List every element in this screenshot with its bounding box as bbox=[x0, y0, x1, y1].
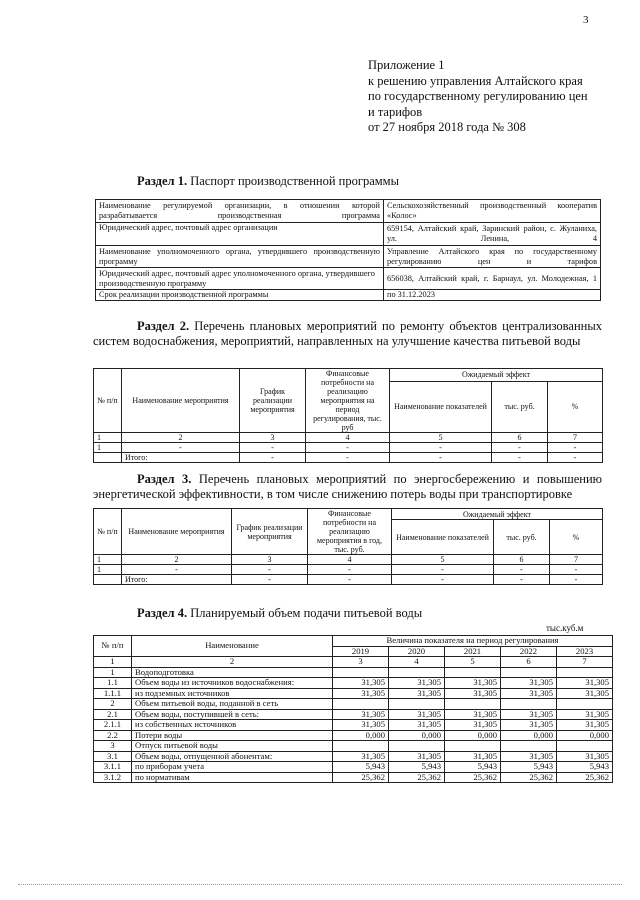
total-label: Итого: bbox=[122, 575, 232, 585]
total-cell: - bbox=[392, 575, 494, 585]
index-cell: 1 bbox=[94, 433, 122, 443]
header-effect: Ожидаемый эффект bbox=[392, 509, 603, 520]
total-cell: - bbox=[492, 453, 548, 463]
row-num: 2.2 bbox=[94, 730, 132, 741]
value-cell bbox=[557, 741, 613, 752]
table-row bbox=[94, 751, 613, 762]
passport-label: Срок реализации производственной программы bbox=[96, 290, 384, 301]
row-num: 1.1 bbox=[94, 678, 132, 689]
row-cell: - bbox=[232, 565, 308, 575]
index-row bbox=[94, 555, 603, 565]
index-cell: 2 bbox=[122, 555, 232, 565]
passport-table bbox=[95, 199, 601, 301]
value-cell: 31,305 bbox=[333, 688, 389, 699]
value-cell: 31,305 bbox=[445, 678, 501, 689]
passport-value: Сельскохозяйственный производственный кооператив «Колос» bbox=[384, 200, 601, 223]
header-num: № п/п bbox=[94, 369, 122, 433]
index-cell: 5 bbox=[445, 657, 501, 668]
value-cell: 31,305 bbox=[501, 751, 557, 762]
index-cell: 2 bbox=[122, 433, 240, 443]
value-cell: 31,305 bbox=[333, 751, 389, 762]
section4-number: Раздел 4. bbox=[137, 606, 188, 620]
row-name: Объем питьевой воды, поданной в сеть bbox=[132, 699, 333, 710]
row-cell: - bbox=[550, 565, 603, 575]
header-effect: Ожидаемый эффект bbox=[390, 369, 603, 382]
total-cell: - bbox=[548, 453, 603, 463]
index-cell: 7 bbox=[557, 657, 613, 668]
header-name: Наименование bbox=[132, 636, 333, 657]
value-cell: 31,305 bbox=[389, 688, 445, 699]
row-name: по нормативам bbox=[132, 772, 333, 783]
header-indicator: Наименование показателей bbox=[392, 520, 494, 555]
row-name: Водоподготовка bbox=[132, 667, 333, 678]
row-cell: - bbox=[548, 443, 603, 453]
index-cell: 6 bbox=[501, 657, 557, 668]
index-cell: 3 bbox=[232, 555, 308, 565]
table-row bbox=[94, 688, 613, 699]
passport-label: Юридический адрес, почтовый адрес организации bbox=[96, 223, 384, 246]
index-cell: 4 bbox=[308, 555, 392, 565]
energy-measures-table bbox=[93, 508, 603, 585]
table-row bbox=[94, 709, 613, 720]
total-cell: - bbox=[308, 575, 392, 585]
value-cell: 0,000 bbox=[557, 730, 613, 741]
section4-heading bbox=[137, 606, 422, 621]
value-cell: 31,305 bbox=[389, 678, 445, 689]
year-header: 2023 bbox=[557, 646, 613, 657]
passport-label: Юридический адрес, почтовый адрес уполномоченного органа, утвердившего производственную программу bbox=[96, 268, 384, 290]
total-cell: - bbox=[232, 575, 308, 585]
passport-value: 659154, Алтайский край, Заринский район, с. Жуланиха, ул. Ленина, 4 bbox=[384, 223, 601, 246]
row-cell: - bbox=[390, 443, 492, 453]
table-row bbox=[94, 762, 613, 773]
value-cell: 31,305 bbox=[557, 709, 613, 720]
value-cell: 31,305 bbox=[501, 688, 557, 699]
appendix-line: по государственному регулированию цен bbox=[368, 89, 588, 103]
table-row bbox=[94, 720, 613, 731]
row-name: из подземных источников bbox=[132, 688, 333, 699]
row-num: 3 bbox=[94, 741, 132, 752]
passport-label: Наименование уполномоченного органа, утвердившего производственную программу bbox=[96, 246, 384, 268]
table-row bbox=[94, 699, 613, 710]
index-cell: 5 bbox=[390, 433, 492, 443]
section1-heading bbox=[137, 174, 399, 189]
value-cell: 31,305 bbox=[501, 678, 557, 689]
row-name: из собственных источников bbox=[132, 720, 333, 731]
row-num: 2.1.1 bbox=[94, 720, 132, 731]
row-name: Объем воды, поступившей в сеть: bbox=[132, 709, 333, 720]
appendix-header bbox=[368, 58, 628, 136]
value-cell: 31,305 bbox=[557, 720, 613, 731]
table-row bbox=[94, 667, 613, 678]
value-cell bbox=[389, 699, 445, 710]
value-cell bbox=[501, 699, 557, 710]
appendix-line: Приложение 1 bbox=[368, 58, 445, 72]
value-cell bbox=[389, 667, 445, 678]
value-cell bbox=[445, 699, 501, 710]
value-cell: 5,943 bbox=[557, 762, 613, 773]
header-schedule: График реализации мероприятия bbox=[240, 369, 306, 433]
row-cell: - bbox=[392, 565, 494, 575]
row-name: Потери воды bbox=[132, 730, 333, 741]
value-cell: 31,305 bbox=[389, 720, 445, 731]
year-header: 2019 bbox=[333, 646, 389, 657]
row-cell: - bbox=[306, 443, 390, 453]
year-header: 2020 bbox=[389, 646, 445, 657]
value-cell: 31,305 bbox=[333, 709, 389, 720]
section1-number: Раздел 1. bbox=[137, 174, 188, 188]
value-cell: 31,305 bbox=[445, 751, 501, 762]
value-cell: 5,943 bbox=[389, 762, 445, 773]
table-row bbox=[94, 565, 603, 575]
passport-row bbox=[96, 290, 601, 301]
row-cell: - bbox=[122, 443, 240, 453]
header-finance: Финансовые потребности на реализацию мероприятия в год, тыс. руб. bbox=[308, 509, 392, 555]
index-cell: 6 bbox=[494, 555, 550, 565]
index-cell: 5 bbox=[392, 555, 494, 565]
index-cell: 1 bbox=[94, 657, 132, 668]
section2-number: Раздел 2. bbox=[137, 319, 190, 333]
section4-title: Планируемый объем подачи питьевой воды bbox=[190, 606, 423, 620]
value-cell bbox=[501, 741, 557, 752]
value-cell bbox=[389, 741, 445, 752]
passport-row bbox=[96, 268, 601, 290]
index-cell: 7 bbox=[550, 555, 603, 565]
passport-row bbox=[96, 246, 601, 268]
header-period: Величина показателя на период регулирования bbox=[333, 636, 613, 647]
value-cell: 25,362 bbox=[333, 772, 389, 783]
year-header: 2021 bbox=[445, 646, 501, 657]
row-cell: - bbox=[122, 565, 232, 575]
total-cell: - bbox=[390, 453, 492, 463]
year-header: 2022 bbox=[501, 646, 557, 657]
value-cell: 31,305 bbox=[557, 688, 613, 699]
header-name: Наименование мероприятия bbox=[122, 509, 232, 555]
row-num: 1 bbox=[94, 667, 132, 678]
row-num: 2 bbox=[94, 699, 132, 710]
value-cell: 25,362 bbox=[557, 772, 613, 783]
index-cell: 1 bbox=[94, 555, 122, 565]
row-num: 1.1.1 bbox=[94, 688, 132, 699]
total-row bbox=[94, 575, 603, 585]
appendix-line: и тарифов bbox=[368, 104, 423, 119]
header-indicator: Наименование показателей bbox=[390, 381, 492, 432]
appendix-line: к решению управления Алтайского края bbox=[368, 73, 583, 88]
passport-row bbox=[96, 223, 601, 246]
passport-row bbox=[96, 200, 601, 223]
water-volume-rows bbox=[94, 667, 613, 783]
row-num: 1 bbox=[94, 565, 122, 575]
total-row bbox=[94, 453, 603, 463]
value-cell: 5,943 bbox=[501, 762, 557, 773]
row-name: по приборам учета bbox=[132, 762, 333, 773]
section2-title: Перечень плановых мероприятий по ремонту объектов централизованных систем водоснабжения, мероприятий, направленных на улучшение качества питьевой воды bbox=[93, 319, 602, 348]
value-cell: 31,305 bbox=[445, 709, 501, 720]
table-row bbox=[94, 741, 613, 752]
value-cell bbox=[557, 667, 613, 678]
index-cell: 3 bbox=[333, 657, 389, 668]
row-num: 1 bbox=[94, 443, 122, 453]
appendix-line: от 27 ноября 2018 года № 308 bbox=[368, 120, 526, 134]
value-cell: 0,000 bbox=[389, 730, 445, 741]
header-num: № п/п bbox=[94, 509, 122, 555]
table-row bbox=[94, 443, 603, 453]
index-row bbox=[94, 433, 603, 443]
row-cell: - bbox=[494, 565, 550, 575]
value-cell: 31,305 bbox=[389, 709, 445, 720]
header-rub: тыс. руб. bbox=[494, 520, 550, 555]
value-cell bbox=[445, 667, 501, 678]
total-cell: - bbox=[240, 453, 306, 463]
page-number: 3 bbox=[583, 14, 589, 26]
value-cell: 25,362 bbox=[389, 772, 445, 783]
index-cell: 4 bbox=[389, 657, 445, 668]
value-cell: 31,305 bbox=[501, 720, 557, 731]
header-pct: % bbox=[550, 520, 603, 555]
value-cell: 31,305 bbox=[445, 720, 501, 731]
value-cell: 0,000 bbox=[333, 730, 389, 741]
header-pct: % bbox=[548, 381, 603, 432]
value-cell: 25,362 bbox=[501, 772, 557, 783]
row-cell: - bbox=[308, 565, 392, 575]
header-schedule: График реализации мероприятия bbox=[232, 509, 308, 555]
section3-title: Перечень плановых мероприятий по энергосбережению и повышению энергетической эффективности, в том числе снижению потерь воды при транспортировке bbox=[93, 472, 603, 501]
header-rub: тыс. руб. bbox=[492, 381, 548, 432]
value-cell bbox=[445, 741, 501, 752]
value-cell: 5,943 bbox=[333, 762, 389, 773]
section3-number: Раздел 3. bbox=[137, 472, 192, 486]
table-row bbox=[94, 772, 613, 783]
index-cell: 2 bbox=[132, 657, 333, 668]
section2-heading bbox=[93, 319, 602, 348]
value-cell: 31,305 bbox=[557, 678, 613, 689]
index-cell: 6 bbox=[492, 433, 548, 443]
page-footer-divider bbox=[18, 884, 622, 885]
value-cell bbox=[333, 699, 389, 710]
row-cell: - bbox=[492, 443, 548, 453]
row-name: Объем воды, отпущенной абонентам: bbox=[132, 751, 333, 762]
section3-heading bbox=[93, 472, 602, 501]
water-volume-table bbox=[93, 635, 613, 783]
value-cell: 31,305 bbox=[501, 709, 557, 720]
value-cell: 31,305 bbox=[389, 751, 445, 762]
total-cell: - bbox=[306, 453, 390, 463]
value-cell: 31,305 bbox=[557, 751, 613, 762]
repair-measures-table bbox=[93, 368, 603, 463]
value-cell: 25,362 bbox=[445, 772, 501, 783]
row-name: Объем воды из источников водоснабжения: bbox=[132, 678, 333, 689]
value-cell: 5,943 bbox=[445, 762, 501, 773]
row-num: 3.1.1 bbox=[94, 762, 132, 773]
total-cell: - bbox=[494, 575, 550, 585]
header-num: № п/п bbox=[94, 636, 132, 657]
total-cell: - bbox=[550, 575, 603, 585]
row-num: 2.1 bbox=[94, 709, 132, 720]
row-name: Отпуск питьевой воды bbox=[132, 741, 333, 752]
table-row bbox=[94, 730, 613, 741]
index-row bbox=[94, 657, 613, 668]
value-cell: 0,000 bbox=[445, 730, 501, 741]
value-cell: 31,305 bbox=[333, 720, 389, 731]
row-num: 3.1.2 bbox=[94, 772, 132, 783]
index-cell: 7 bbox=[548, 433, 603, 443]
passport-value: по 31.12.2023 bbox=[384, 290, 601, 301]
table-row bbox=[94, 678, 613, 689]
passport-value: 656038, Алтайский край, г. Барнаул, ул. Молодежная, 1 bbox=[384, 268, 601, 290]
value-cell bbox=[501, 667, 557, 678]
value-cell: 0,000 bbox=[501, 730, 557, 741]
row-num: 3.1 bbox=[94, 751, 132, 762]
index-cell: 4 bbox=[306, 433, 390, 443]
header-name: Наименование мероприятия bbox=[122, 369, 240, 433]
value-cell: 31,305 bbox=[333, 678, 389, 689]
passport-label: Наименование регулируемой организации, в отношении которой разрабатывается производственная программа bbox=[96, 200, 384, 223]
units-label: тыс.куб.м bbox=[546, 623, 584, 633]
passport-value: Управление Алтайского края по государственному регулированию цен и тарифов bbox=[384, 246, 601, 268]
value-cell bbox=[557, 699, 613, 710]
index-cell: 3 bbox=[240, 433, 306, 443]
value-cell bbox=[333, 741, 389, 752]
section1-title: Паспорт производственной программы bbox=[190, 174, 399, 188]
value-cell: 31,305 bbox=[445, 688, 501, 699]
value-cell bbox=[333, 667, 389, 678]
header-finance: Финансовые потребности на реализацию мероприятия на период регулирования, тыс. руб bbox=[306, 369, 390, 433]
row-cell: - bbox=[240, 443, 306, 453]
total-label: Итого: bbox=[122, 453, 240, 463]
